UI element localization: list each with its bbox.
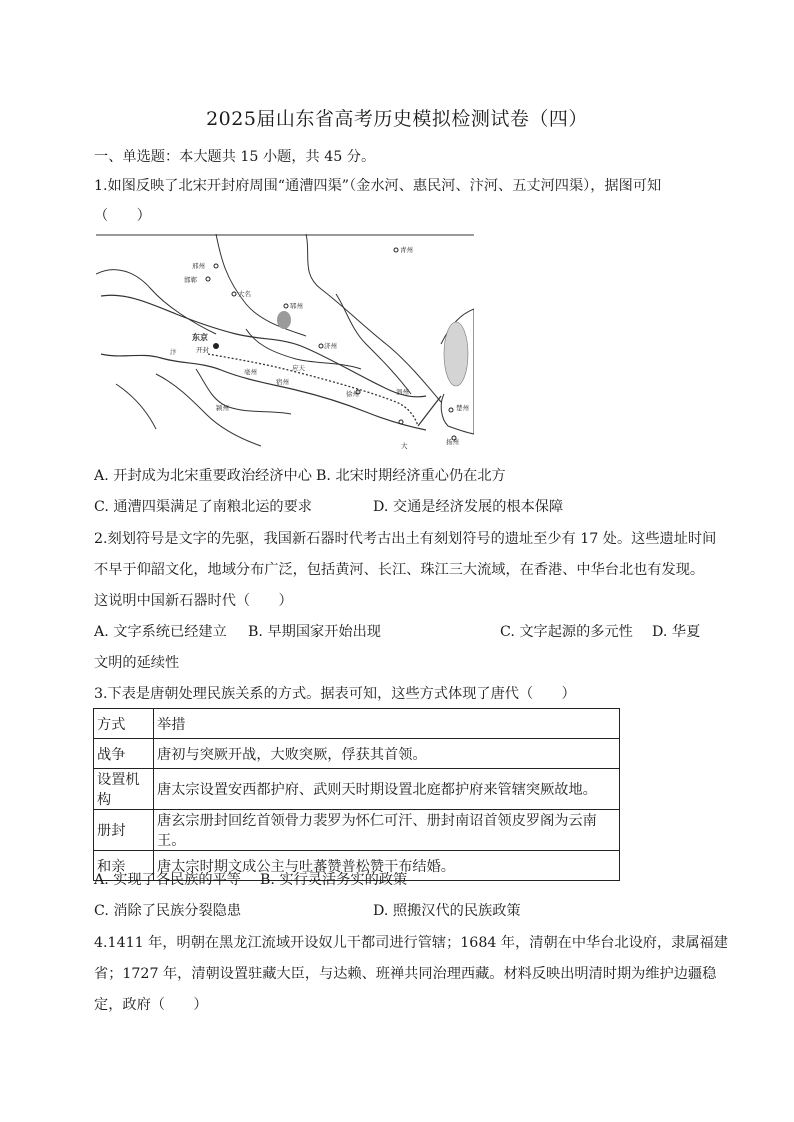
table-row bbox=[94, 810, 620, 851]
table-cell: 唐初与突厥开战，大败突厥，俘获其首领。 bbox=[154, 739, 620, 769]
section-heading: 一、单选题：本大题共 15 小题，共 45 分。 bbox=[94, 149, 376, 165]
q4-stem-line1: 4.1411 年，明朝在黑龙江流域开设奴儿干都司进行管辖；1684 年，清朝在中华台北设府，隶属福建 bbox=[94, 935, 728, 951]
map-label: 楚州 bbox=[456, 405, 469, 412]
map-label: 青州 bbox=[400, 247, 413, 254]
map-label: 邯郸 bbox=[184, 277, 197, 284]
canal-map-image bbox=[96, 234, 474, 454]
q3-stem-line1: 3.下表是唐朝处理民族关系的方式。据表可知，这些方式体现了唐代（ ） bbox=[94, 686, 576, 702]
q2-option-c[interactable]: C. 文字起源的多元性 bbox=[500, 624, 633, 640]
map-label: 汴 bbox=[170, 349, 177, 356]
map-label: 应天 bbox=[292, 365, 305, 372]
q3-option-c[interactable]: C. 消除了民族分裂隐患 bbox=[94, 903, 242, 919]
q2-stem-line1: 2.刻划符号是文字的先驱，我国新石器时代考古出土有刻划符号的遗址至少有 17 处。这些遗址时间 bbox=[94, 531, 717, 547]
map-label: 济州 bbox=[324, 343, 337, 350]
table-cell: 唐玄宗册封回纥首领骨力裴罗为怀仁可汗、册封南诏首领皮罗阁为云南王。 bbox=[154, 810, 620, 851]
q2-stem-line2: 不早于仰韶文化，地域分布广泛，包括黄河、长江、珠江三大流域，在香港、中华台北也有发现。 bbox=[94, 562, 705, 578]
table-cell: 唐太宗设置安西都护府、武则天时期设置北庭都护府来管辖突厥故地。 bbox=[154, 769, 620, 810]
map-label: 邢州 bbox=[192, 263, 205, 270]
map-label: 宿州 bbox=[276, 379, 289, 386]
table-cell: 战争 bbox=[94, 739, 154, 769]
exam-title: 2025届山东省高考历史模拟检测试卷（四） bbox=[206, 108, 588, 130]
q1-option-d[interactable]: D. 交通是经济发展的根本保障 bbox=[373, 499, 564, 515]
table-row bbox=[94, 769, 620, 810]
map-label: 大名 bbox=[238, 291, 251, 298]
map-label: 郓州 bbox=[290, 303, 303, 310]
map-label: 颍州 bbox=[216, 405, 229, 412]
table-cell: 设置机构 bbox=[94, 769, 154, 810]
table-header-cell: 举措 bbox=[154, 709, 620, 739]
q3-table bbox=[93, 708, 620, 881]
q2-option-b[interactable]: B. 早期国家开始出现 bbox=[248, 624, 381, 640]
q2-option-d[interactable]: D. 华夏 bbox=[652, 624, 701, 640]
q2-stem-line3: 这说明中国新石器时代（ ） bbox=[94, 593, 293, 609]
q1-option-a[interactable]: A. 开封成为北宋重要政治经济中心 bbox=[94, 468, 312, 484]
q2-option-d-continued: 文明的延续性 bbox=[94, 655, 180, 671]
q4-stem-line3: 定，政府（ ） bbox=[94, 997, 208, 1013]
map-label: 大 bbox=[401, 443, 408, 450]
table-row bbox=[94, 709, 620, 739]
table-cell: 唐太宗时期文成公主与吐蕃赞普松赞干布结婚。 bbox=[154, 851, 620, 881]
table-cell: 和亲 bbox=[94, 851, 154, 881]
q3-option-b[interactable]: B. 实行灵活务实的政策 bbox=[260, 872, 408, 888]
map-label: 徐州 bbox=[346, 391, 359, 398]
map-label: 开封 bbox=[196, 347, 209, 354]
map-label: 亳州 bbox=[244, 369, 257, 376]
q1-stem-line2: （ ） bbox=[94, 208, 151, 224]
table-row bbox=[94, 739, 620, 769]
q1-option-b[interactable]: B. 北宋时期经济重心仍在北方 bbox=[316, 468, 506, 484]
q2-option-a[interactable]: A. 文字系统已经建立 bbox=[94, 624, 227, 640]
q4-stem-line2: 省；1727 年，清朝设置驻藏大臣，与达赖、班禅共同治理西藏。材料反映出明清时期为维护边疆稳 bbox=[94, 966, 717, 982]
q1-stem-line1: 1.如图反映了北宋开封府周围“通漕四渠”（金水河、惠民河、汴河、五丈河四渠），据图可知 bbox=[94, 178, 662, 194]
table-header-cell: 方式 bbox=[94, 709, 154, 739]
map-label: 扬州 bbox=[446, 439, 459, 446]
q3-option-a[interactable]: A. 实现了各民族的平等 bbox=[94, 872, 241, 888]
table-cell: 册封 bbox=[94, 810, 154, 851]
q1-option-c[interactable]: C. 通漕四渠满足了南粮北运的要求 bbox=[94, 499, 312, 515]
q3-option-d[interactable]: D. 照搬汉代的民族政策 bbox=[373, 903, 521, 919]
map-label: 泗州 bbox=[396, 389, 409, 396]
map-label: 东京 bbox=[192, 333, 208, 342]
